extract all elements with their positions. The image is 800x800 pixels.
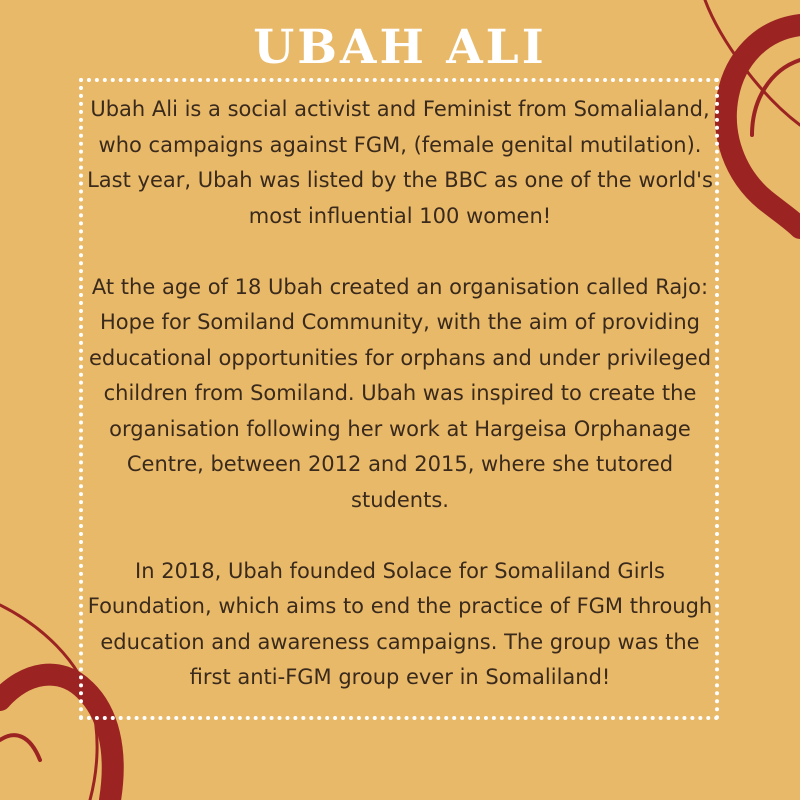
bio-text (85, 92, 715, 696)
paragraph-foundation: In 2018, Ubah founded Solace for Somaliland Girls Foundation, which aims to end the practice of FGM through education and awareness campaigns. The group was the first anti-FGM group ever in Somaliland! (87, 558, 713, 689)
page-title: UBAH ALI (253, 20, 547, 75)
paragraph-organisation: At the age of 18 Ubah created an organisation called Rajo: Hope for Somiland Community, with the aim of providing educational opportunities for orphans and under privileged children from Somiland. Ubah was inspired to create the organisation following her work at Hargeisa Orphanage Centre, between 2012 and 2015, where she tutored students. (88, 274, 712, 512)
paragraph-intro: Ubah Ali is a social activist and Feminist from Somalialand, who campaigns against FGM, (female genital mutilation). Last year, Ubah was listed by the BBC as one of the world's most influential 100 women! (87, 97, 713, 228)
